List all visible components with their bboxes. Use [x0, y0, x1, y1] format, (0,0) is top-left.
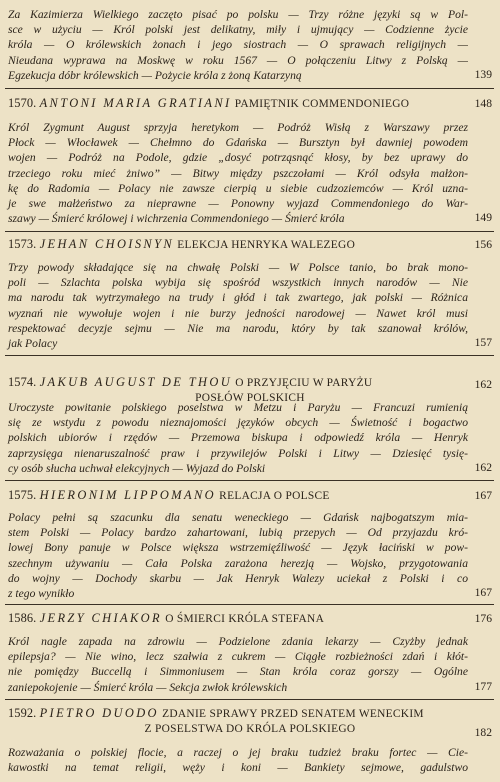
summary-line: Za Kazimierza Wielkiego zaczęto pisać po polsku — Trzy różne języki są w Pol-	[8, 8, 468, 21]
summary-line: króla — O królewskich żonach i jego siostrach — O sprawach religijnych —	[8, 38, 468, 52]
summary-line: Uroczyste powitanie polskiego poselstwa w Metzu i Paryżu — Francuzi rumienią	[8, 401, 468, 414]
section-summary	[8, 400, 468, 476]
summary-line: szechnym używaniu — Cała Polska zarażona herezją — Wojsko, przygotowania	[8, 556, 468, 570]
start-page-number: 182	[474, 726, 492, 739]
summary-line: trzeciego roku mieć żniwo” — Bitwy między pszczołami — Król odsyła małżon-	[8, 166, 468, 180]
summary-line: wyznań nie wywołuje wojen i nie burzy jedności narodowej — Nawet król musi	[8, 306, 468, 320]
summary-line: cy osób słucha uchwał elekcyjnych — Wyjazd do Polski	[8, 461, 266, 475]
summary-line: wojen — Podróż na Podole, gdzie „dosyć potrząsnąć kłosy, by bez uprawy do	[8, 151, 468, 165]
section-summary	[8, 634, 468, 695]
section-title-continued: Z POSELSTWA DO KRÓLA POLSKIEGO	[144, 723, 356, 735]
section-heading	[8, 611, 492, 627]
summary-line: Nieudana wyprawa na Moskwę w roku 1567 — O połączeniu Litwy z Polską —	[8, 53, 468, 67]
section-summary	[8, 745, 468, 775]
section-year: 1574.	[8, 375, 37, 389]
summary-line: Płock — Włocławek — Chełmno do Gdańska — Bursztyn był dawniej powodem	[8, 136, 468, 150]
section-year: 1573.	[8, 237, 37, 251]
start-page-number: 176	[474, 612, 492, 625]
section-divider	[5, 355, 494, 356]
section-divider	[5, 88, 494, 89]
section-title: ZDANIE SPRAWY PRZED SENATEM WENECKIM	[162, 708, 424, 720]
section-year: 1586.	[8, 611, 37, 625]
section-title: O ŚMIERCI KRÓLA STEFANA	[165, 613, 325, 625]
end-page-number: 157	[474, 336, 492, 349]
summary-line: ma narodu tak wytrzymałego na trudy i głód i tak zwartego, jak polski — Różnica	[8, 291, 468, 305]
section-summary	[8, 510, 468, 601]
page-number: 139	[474, 68, 492, 81]
summary-line: zaprzysięga nienaruszalność praw i przywilejów Polski i Litwy — Dziesięć tysię-	[8, 446, 468, 460]
section-heading	[8, 488, 492, 504]
start-page-number: 162	[474, 378, 492, 391]
section-summary	[8, 260, 468, 351]
summary-line: Rozważania o polskiej flocie, a raczej o jej braku tudzież braku fortec — Cie-	[8, 746, 468, 759]
section-author: JERZY CHIAKOR	[39, 611, 162, 625]
summary-line: Egzekucja dóbr królewskich — Pożycie króla z żoną Katarzyną	[8, 68, 302, 82]
summary-line: z tego wynikło	[8, 587, 75, 601]
summary-line: jak Polacy	[8, 337, 58, 351]
summary-line: nie pomiędzy Buccellą i Simmoniusem — Stan króla coraz gorszy — Ogólne	[8, 665, 468, 679]
summary-line: sce w użyciu — Król polski jest delikatny, miły i ujmujący — Codzienne życie	[8, 23, 468, 37]
section-author: JEHAN CHOISNYN	[39, 237, 175, 251]
start-page-number: 167	[474, 489, 492, 502]
section-title: O PRZYJĘCIU W PARYŻU	[235, 377, 373, 389]
end-page-number: 149	[474, 211, 492, 224]
end-page-number: 167	[474, 586, 492, 599]
summary-line: Król Zygmunt August sprzyja heretykom — Podróż Wisłą z Warszawy przez	[8, 121, 468, 134]
section-divider	[5, 480, 494, 481]
section-author: ANTONI MARIA GRATIANI	[39, 96, 232, 110]
section-title-continued: POSŁÓW POLSKICH	[195, 392, 305, 404]
section-year: 1570.	[8, 96, 37, 110]
section-title: ELEKCJA HENRYKA WALEZEGO	[177, 239, 356, 251]
summary-line: się ze wstydu z powodu nieznajomości języków obcych — Świetność i bogactwo	[8, 416, 468, 430]
section-title: RELACJA O POLSCE	[219, 490, 330, 502]
section-heading	[8, 237, 492, 253]
summary-line: kę do Radomia — Polacy nie zawsze cierpią u siebie cudzoziemców — Król uzna-	[8, 181, 468, 195]
section-author: PIETRO DUODO	[39, 706, 159, 720]
section-year: 1592.	[8, 706, 37, 720]
section-heading	[8, 96, 492, 112]
section-divider	[5, 699, 494, 700]
start-page-number: 156	[474, 238, 492, 251]
end-page-number: 177	[474, 680, 492, 693]
summary-line: lowej Bony panuje w Polsce większa wstrzemięźliwość — Język łaciński w pow-	[8, 541, 468, 555]
section-divider	[5, 231, 494, 232]
summary-line: szawy — Śmierć królowej i wichrzenia Commendoniego — Śmierć króla	[8, 212, 345, 226]
summary-line: respektować decyzje sejmu — Nie ma narodu, który by tak szanował królów,	[8, 321, 468, 335]
intro-summary	[8, 7, 468, 83]
section-heading	[8, 706, 492, 737]
summary-line: do wojny — Dochody skarbu — Jak Henryk Walezy uciekał z Polski i co	[8, 571, 468, 585]
summary-line: Polacy pełni są szacunku dla senatu weneckiego — Gdańsk najbogatszym mia-	[8, 511, 468, 524]
summary-line: Trzy powody składające się na chwałę Polski — W Polsce tanio, bo brak mono-	[8, 261, 468, 274]
section-author: HIERONIM LIPPOMANO	[39, 488, 216, 502]
summary-line: zaniepokojenie — Śmierć króla — Sekcja zwłok królewskich	[8, 680, 288, 694]
summary-line: epilepsja? — Nie wino, lecz szałwia z cukrem — Ciągłe rozbieżności zdań i kłót-	[8, 650, 468, 664]
section-year: 1575.	[8, 488, 37, 502]
summary-line: polskich ubiorów i rzędów — Przemowa biskupa i odpowiedź króla — Henryk	[8, 431, 468, 445]
summary-line: poli — Szlachta polska wybija się spośród wszystkich innych narodów — Nie	[8, 276, 468, 290]
start-page-number: 148	[474, 97, 492, 110]
summary-line: je swe małżeństwo za nieprawne — Ponowny wyjazd Commendoniego do War-	[8, 197, 468, 211]
summary-line: stem Polski — Polacy bardzo zahartowani, lubią przepych — Od przyjazdu kró-	[8, 526, 468, 540]
summary-line: kawostki na temat religii, węży i koni — Bankiety sejmowe, gadulstwo	[8, 761, 468, 775]
section-author: JAKUB AUGUST DE THOU	[39, 375, 233, 389]
section-divider	[5, 604, 494, 605]
section-summary	[8, 120, 468, 226]
section-title: PAMIĘTNIK COMMENDONIEGO	[234, 98, 410, 110]
summary-line: Król nagle zapada na zdrowiu — Podzielone zdania lekarzy — Czyżby jednak	[8, 635, 468, 648]
end-page-number: 162	[474, 461, 492, 474]
